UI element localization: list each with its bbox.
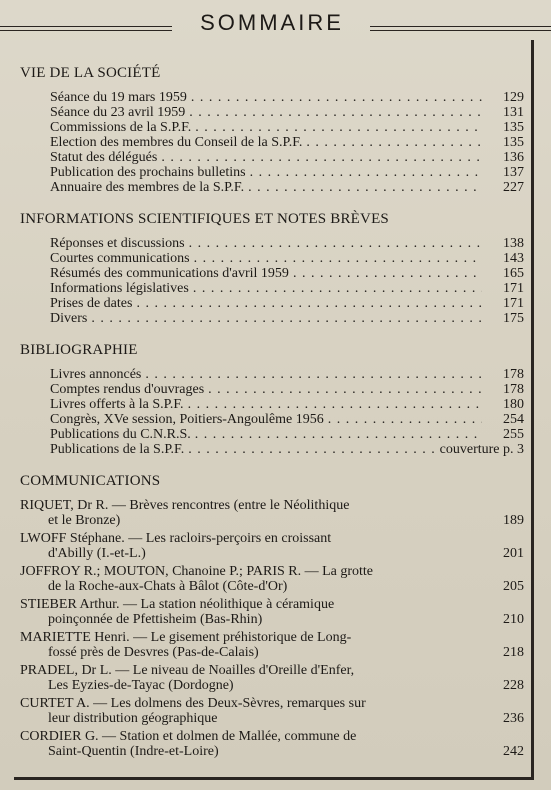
entry-page: 171 (503, 296, 524, 311)
entry-page: 136 (503, 150, 524, 165)
entry-page: 255 (503, 427, 524, 442)
communication-line2: Saint-Quentin (Indre-et-Loire) (48, 744, 219, 759)
entry-title: Comptes rendus d'ouvrages . . . (50, 382, 482, 397)
entry-title: Statut des délégués . . . (50, 150, 482, 165)
communication-line2: Les Eyzies-de-Tayac (Dordogne) (48, 678, 234, 693)
entry-title: Livres offerts à la S.P.F. . . . (50, 397, 482, 412)
entry-title: Séance du 19 mars 1959 . . . (50, 90, 482, 105)
toc-entry (50, 296, 524, 311)
section-title: BIBLIOGRAPHIE (20, 342, 138, 358)
entry-title: Courtes communications . . . (50, 251, 482, 266)
toc-entry (50, 180, 524, 195)
entry-title: Annuaire des membres de la S.P.F. . . . (50, 180, 482, 195)
communication-entry (20, 531, 524, 561)
entry-title: Publication des prochains bulletins . . . (50, 165, 482, 180)
toc-entry (50, 120, 524, 135)
communication-line1: CORDIER G. — Station et dolmen de Mallée, commune de (20, 729, 357, 744)
toc-entry (50, 311, 524, 326)
communication-line2: leur distribution géographique (48, 711, 218, 726)
entry-page: 138 (503, 236, 524, 251)
entry-page: 131 (503, 105, 524, 120)
entry-title: Publications de la S.P.F. . . . (50, 442, 434, 457)
communication-page: 205 (503, 579, 524, 594)
section-vie-societe (20, 65, 524, 195)
entry-page: 227 (503, 180, 524, 195)
communication-entry (20, 630, 524, 660)
entry-title: Livres annoncés . . . (50, 367, 482, 382)
toc-entry (50, 236, 524, 251)
communication-entry (20, 597, 524, 627)
toc-entry (50, 165, 524, 180)
toc-entry (50, 251, 524, 266)
communication-page: 228 (503, 678, 524, 693)
entry-title: Résumés des communications d'avril 1959 . . . (50, 266, 482, 281)
toc-entry (50, 135, 524, 150)
communication-entry (20, 696, 524, 726)
entry-page: 135 (503, 120, 524, 135)
toc-entry (50, 266, 524, 281)
section-communications (20, 473, 524, 759)
communication-line2: d'Abilly (I.-et-L.) (48, 546, 146, 561)
entry-page: 165 (503, 266, 524, 281)
toc-entry (50, 281, 524, 296)
entry-page: 137 (503, 165, 524, 180)
table-of-contents (20, 65, 524, 775)
communication-page: 189 (503, 513, 524, 528)
communication-line1: RIQUET, Dr R. — Brèves rencontres (entre le Néolithique (20, 498, 350, 513)
toc-entry (50, 397, 524, 412)
entry-title: Divers . . . (50, 311, 482, 326)
entry-title: Prises de dates . . . (50, 296, 482, 311)
entry-title: Commissions de la S.P.F. . . . (50, 120, 482, 135)
entry-page: 135 (503, 135, 524, 150)
communication-line1: JOFFROY R.; MOUTON, Chanoine P.; PARIS R. — La grotte (20, 564, 374, 579)
section-title: VIE DE LA SOCIÉTÉ (20, 65, 161, 81)
toc-entry (50, 150, 524, 165)
section-bibliographie (20, 342, 524, 457)
communication-entry (20, 564, 524, 594)
toc-entry (50, 442, 524, 457)
entry-title: Informations législatives . . . (50, 281, 482, 296)
entry-page: couverture p. 3 (439, 442, 524, 457)
communication-line1: STIEBER Arthur. — La station néolithique à céramique (20, 597, 335, 612)
toc-entry (50, 90, 524, 105)
toc-entry (50, 412, 524, 427)
entry-page: 178 (503, 382, 524, 397)
communication-line1: CURTET A. — Les dolmens des Deux-Sèvres, remarques sur (20, 696, 366, 711)
section-informations (20, 211, 524, 326)
entry-title: Congrès, XVe session, Poitiers-Angoulême 1956 . . . (50, 412, 482, 427)
entry-title: Séance du 23 avril 1959 . . . (50, 105, 482, 120)
communication-entry (20, 663, 524, 693)
communication-line2: et le Bronze) (48, 513, 121, 528)
toc-entry (50, 367, 524, 382)
entry-title: Election des membres du Conseil de la S.P.F. . . . (50, 135, 482, 150)
header-rule-right (370, 26, 551, 31)
communication-line1: PRADEL, Dr L. — Le niveau de Noailles d'Oreille d'Enfer, (20, 663, 355, 678)
entry-page: 180 (503, 397, 524, 412)
communication-entry (20, 729, 524, 759)
toc-entry (50, 105, 524, 120)
communication-page: 242 (503, 744, 524, 759)
entry-page: 175 (503, 311, 524, 326)
communication-page: 218 (503, 645, 524, 660)
communication-line2: de la Roche-aux-Chats à Bâlot (Côte-d'Or) (48, 579, 288, 594)
entry-page: 171 (503, 281, 524, 296)
header-rule-left (0, 26, 172, 31)
communication-page: 210 (503, 612, 524, 627)
communication-line2: poinçonnée de Pfettisheim (Bas-Rhin) (48, 612, 263, 627)
section-title: COMMUNICATIONS (20, 473, 161, 489)
section-title: INFORMATIONS SCIENTIFIQUES ET NOTES BRÈVES (20, 211, 389, 227)
entry-page: 178 (503, 367, 524, 382)
communication-line1: LWOFF Stéphane. — Les racloirs-perçoirs en croissant (20, 531, 332, 546)
entry-title: Publications du C.N.R.S. . . . (50, 427, 482, 442)
communication-line1: MARIETTE Henri. — Le gisement préhistorique de Long- (20, 630, 352, 645)
page-title: SOMMAIRE (200, 10, 344, 35)
entry-page: 254 (503, 412, 524, 427)
toc-entry (50, 427, 524, 442)
communication-page: 236 (503, 711, 524, 726)
entry-title: Réponses et discussions . . . (50, 236, 482, 251)
header (0, 10, 551, 40)
communication-entry (20, 498, 524, 528)
communication-line2: fossé près de Desvres (Pas-de-Calais) (48, 645, 259, 660)
communication-page: 201 (503, 546, 524, 561)
entry-page: 129 (503, 90, 524, 105)
entry-page: 143 (503, 251, 524, 266)
toc-entry (50, 382, 524, 397)
